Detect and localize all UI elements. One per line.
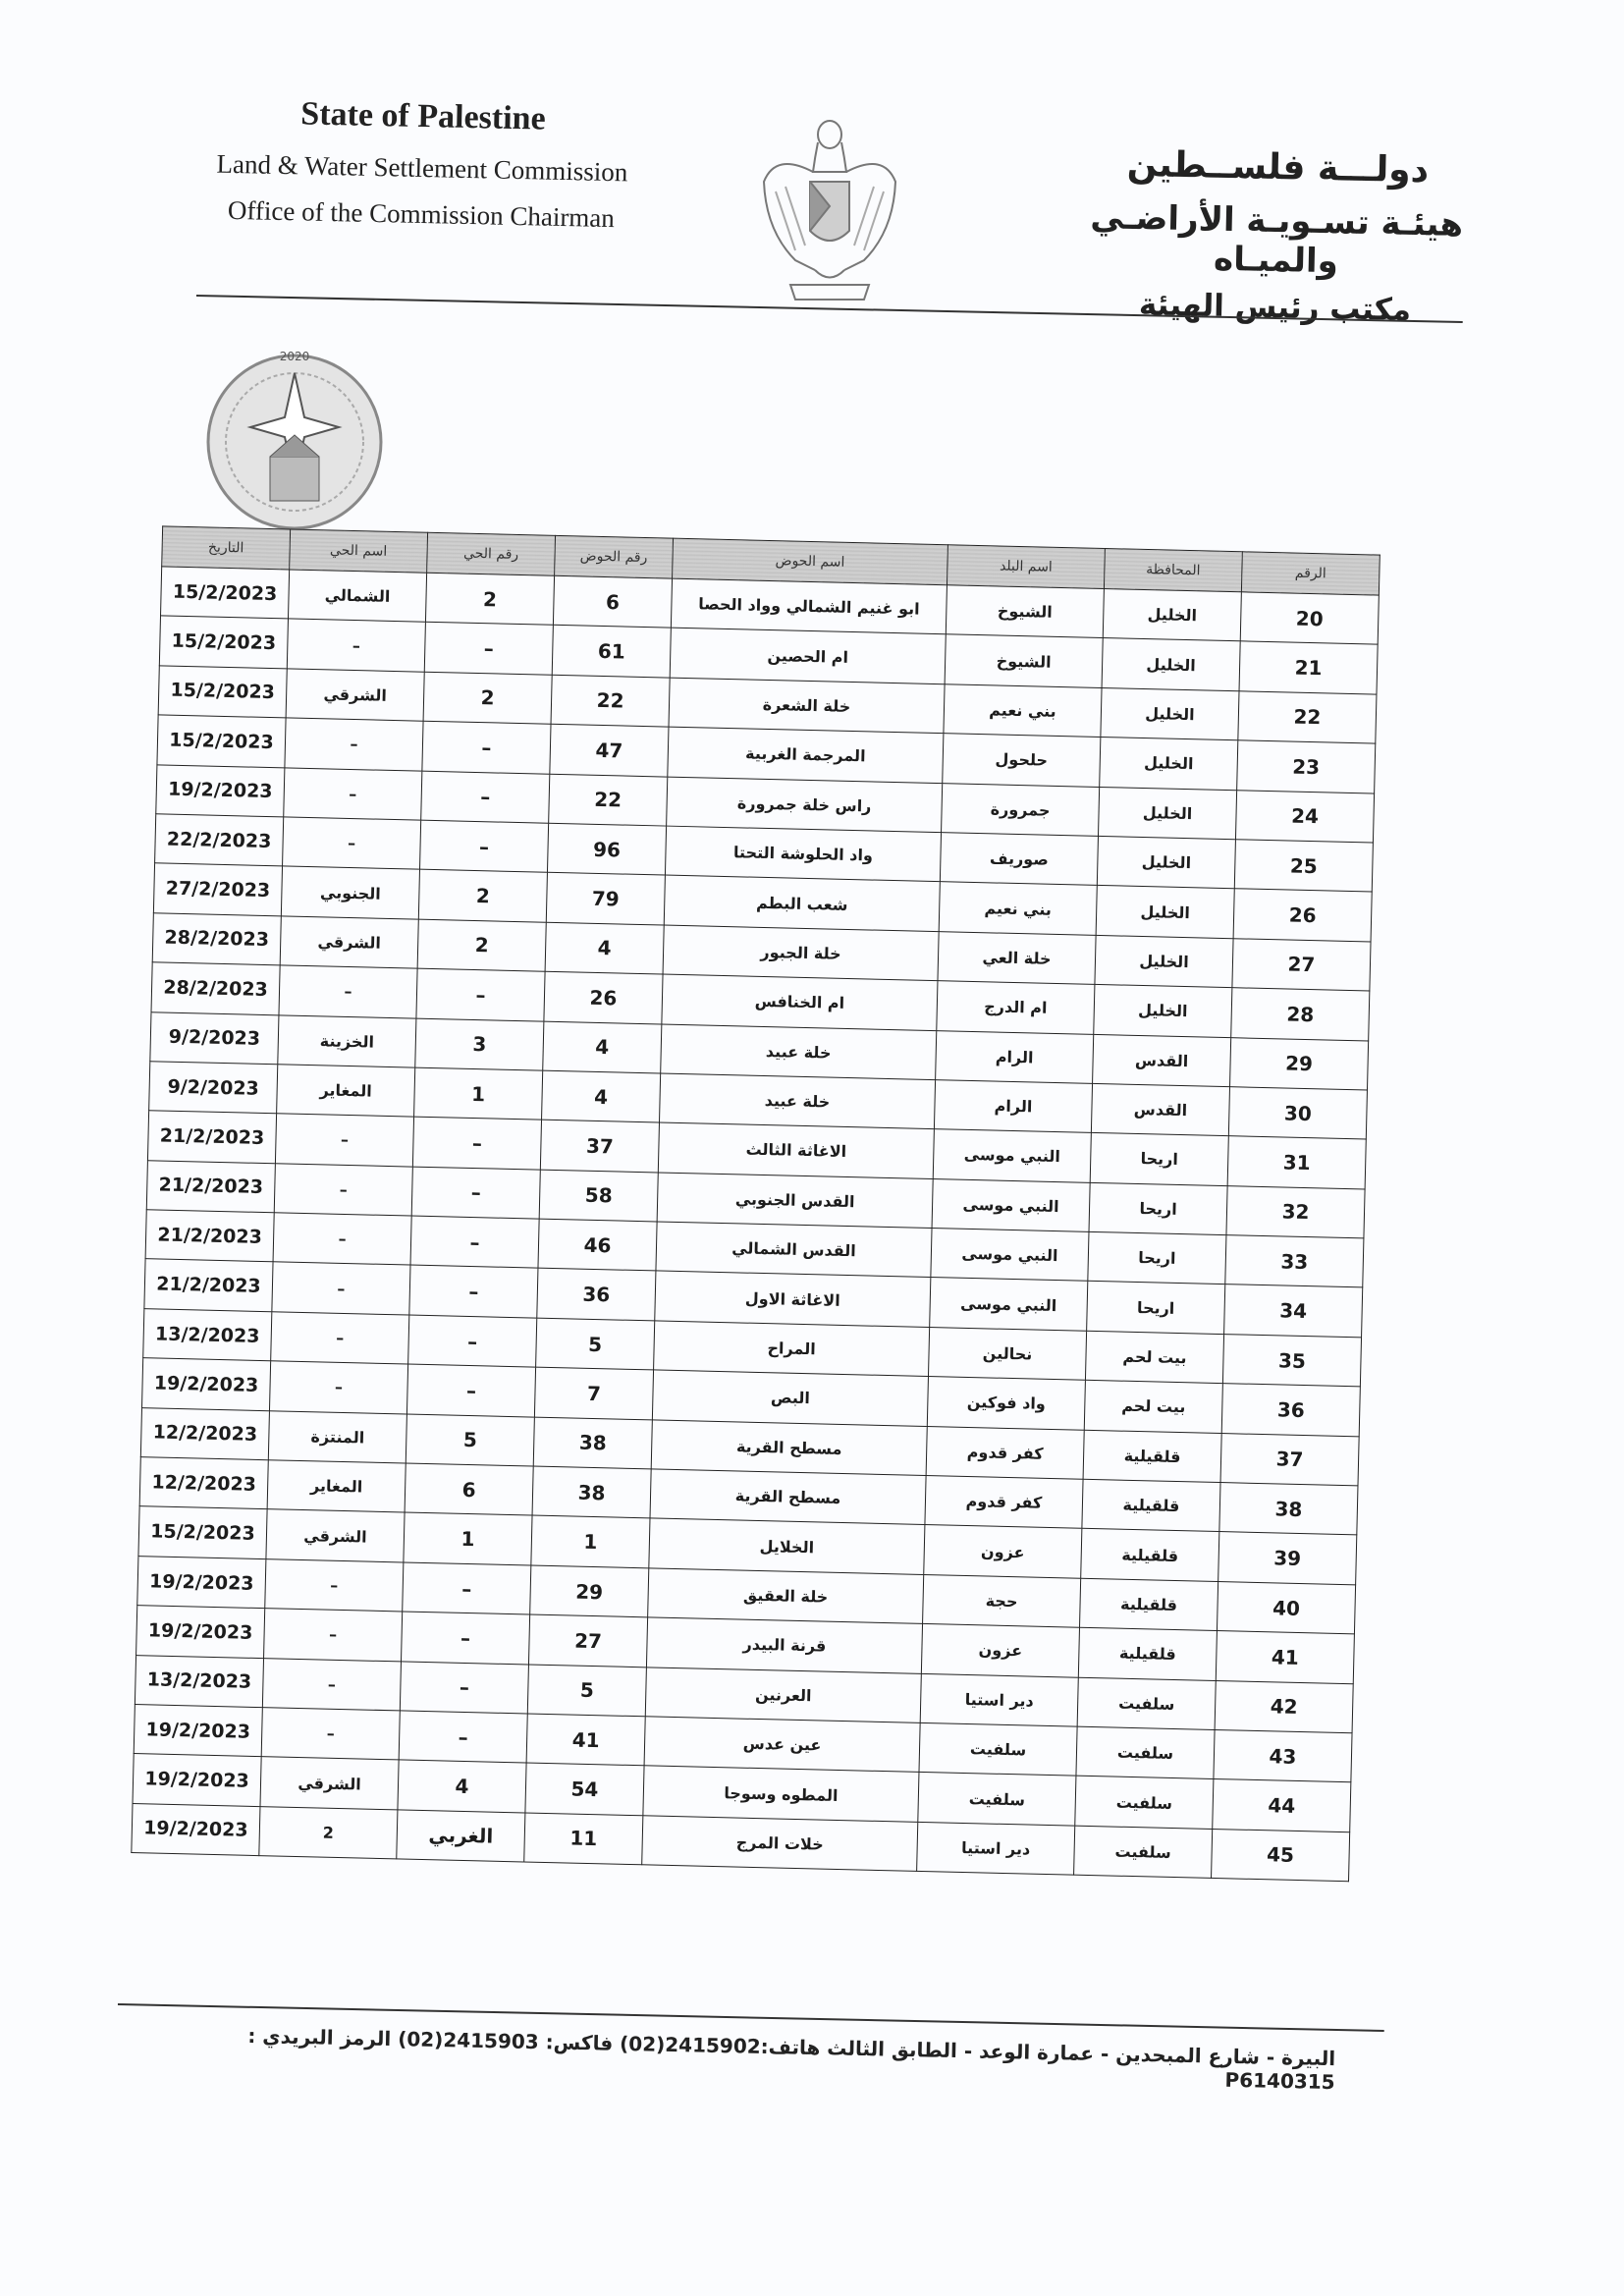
commission-title-ar: هيئـة تسـويـة الأراضـي والميـاه [1090, 197, 1464, 282]
english-letterhead [186, 93, 660, 235]
row-number-cell: 43 [1214, 1729, 1352, 1782]
hay-name-cell: الخزينة [278, 1014, 416, 1067]
hay-number-cell: – [403, 1562, 531, 1614]
col-header-hay-name: اسم الحي [290, 529, 428, 573]
hay-number-cell: – [399, 1711, 527, 1763]
hay-number-cell: 6 [405, 1463, 533, 1515]
basin-number-cell: 4 [543, 1021, 662, 1073]
date-cell: 9/2/2023 [149, 1062, 278, 1114]
date-cell: 12/2/2023 [139, 1457, 268, 1509]
basin-name-cell: المطوه وسوجا [643, 1766, 919, 1822]
governorate-cell: سلفيت [1076, 1726, 1215, 1779]
hay-number-cell: – [402, 1612, 530, 1664]
row-number-cell: 45 [1212, 1829, 1350, 1882]
basin-number-cell: 46 [538, 1219, 657, 1271]
commission-title-en: Land & Water Settlement Commission [216, 148, 628, 188]
town-name-cell: بني نعيم [939, 882, 1097, 935]
row-number-cell: 36 [1221, 1384, 1360, 1437]
basin-number-cell: 38 [533, 1417, 652, 1469]
date-cell: 19/2/2023 [134, 1705, 262, 1757]
town-name-cell: بني نعيم [944, 683, 1102, 737]
basin-name-cell: خلة الشعرة [669, 678, 945, 734]
basin-name-cell: خلة عبيد [659, 1073, 935, 1129]
hay-name-cell: – [284, 767, 422, 820]
hay-name-cell: – [271, 1312, 409, 1365]
town-name-cell: حلحول [943, 734, 1101, 787]
state-title-ar: دولـــة فلســطين [1126, 143, 1430, 191]
town-name-cell: الشيوخ [946, 585, 1104, 638]
row-number-cell: 27 [1232, 938, 1371, 991]
governorate-cell: الخليل [1094, 985, 1232, 1038]
town-name-cell: حجة [923, 1574, 1081, 1627]
basin-name-cell: راس خلة جمرورة [667, 777, 943, 833]
basin-name-cell: مسطح القرية [651, 1420, 927, 1476]
basin-name-cell: القدس الشمالي [656, 1222, 932, 1278]
hay-number-cell: 3 [415, 1018, 544, 1070]
town-name-cell: جمرورة [942, 783, 1100, 836]
hay-number-cell: 2 [425, 573, 554, 625]
date-cell: 21/2/2023 [144, 1259, 273, 1311]
hay-number-cell: 1 [414, 1067, 543, 1120]
hay-number-cell: – [416, 968, 545, 1020]
hay-number-cell: – [412, 1117, 541, 1169]
basin-name-cell: شعب البطم [664, 875, 940, 931]
governorate-cell: الخليل [1095, 935, 1233, 988]
governorate-cell: الخليل [1100, 738, 1238, 791]
basin-name-cell: الخلايل [649, 1518, 925, 1574]
row-number-cell: 40 [1217, 1581, 1355, 1634]
row-number-cell: 38 [1219, 1483, 1358, 1536]
date-cell: 19/2/2023 [136, 1606, 265, 1658]
date-cell: 19/2/2023 [132, 1803, 260, 1855]
hay-number-cell: 2 [423, 672, 552, 724]
stamp-year: 2020 [279, 350, 310, 363]
col-header-basin-no: رقم الحوض [555, 535, 674, 578]
hay-name-cell: المغاير [267, 1460, 406, 1513]
row-number-cell: 28 [1231, 988, 1370, 1041]
basin-number-cell: 22 [549, 774, 668, 826]
basin-number-cell: 79 [546, 873, 665, 925]
governorate-cell: بيت لحم [1085, 1331, 1223, 1384]
date-cell: 27/2/2023 [153, 863, 282, 915]
hay-name-cell: الجنوبي [281, 866, 419, 919]
hay-name-cell: – [272, 1262, 410, 1315]
hay-number-cell: – [411, 1167, 540, 1219]
town-name-cell: دير استيا [917, 1822, 1075, 1875]
basin-name-cell: الاغاثة الثالث [658, 1122, 934, 1178]
hay-name-cell: الشمالي [288, 570, 426, 623]
basin-name-cell: ام الحصين [670, 629, 946, 684]
row-number-cell: 25 [1234, 840, 1373, 893]
hay-name-cell: المغاير [277, 1065, 415, 1118]
basin-name-cell: القدس الجنوبي [657, 1173, 933, 1229]
town-name-cell: خلة العي [938, 931, 1096, 984]
governorate-cell: القدس [1093, 1034, 1231, 1087]
basin-name-cell: قرنة البيدر [646, 1617, 922, 1673]
arabic-letterhead [1068, 143, 1485, 330]
row-number-cell: 33 [1225, 1235, 1364, 1288]
date-cell: 22/2/2023 [155, 814, 284, 866]
governorate-cell: اريحا [1087, 1282, 1225, 1335]
basin-number-cell: 5 [527, 1665, 646, 1717]
basin-number-cell: 5 [536, 1318, 655, 1370]
town-name-cell: كفر قدوم [926, 1426, 1084, 1479]
basin-name-cell: خلة العقيق [648, 1568, 924, 1624]
governorate-cell: اريحا [1089, 1182, 1227, 1235]
row-number-cell: 31 [1227, 1136, 1366, 1189]
hay-number-cell: 2 [417, 919, 546, 971]
hay-name-cell: الشرقي [260, 1757, 399, 1810]
town-name-cell: صوريف [940, 833, 1098, 886]
row-number-cell: 26 [1233, 889, 1372, 942]
hay-name-cell: – [261, 1708, 400, 1761]
hay-number-cell: – [421, 771, 550, 823]
row-number-cell: 21 [1239, 641, 1378, 694]
col-header-town: اسم البلد [947, 545, 1105, 589]
palestine-eagle-emblem-icon [756, 113, 903, 309]
hay-name-cell: – [285, 718, 423, 771]
basin-number-cell: 38 [532, 1466, 651, 1518]
col-header-date: التاريخ [162, 526, 291, 570]
settlement-schedule-table [131, 525, 1380, 1882]
governorate-cell: الخليل [1096, 886, 1234, 939]
governorate-cell: الخليل [1098, 787, 1236, 840]
town-name-cell: ام الدرج [937, 981, 1095, 1034]
row-number-cell: 41 [1216, 1631, 1354, 1684]
governorate-cell: الخليل [1103, 589, 1241, 642]
governorate-cell: اريحا [1088, 1231, 1226, 1285]
date-cell: 15/2/2023 [138, 1506, 267, 1558]
governorate-cell: قلقيلية [1083, 1430, 1221, 1483]
governorate-cell: قلقيلية [1078, 1627, 1217, 1680]
date-cell: 15/2/2023 [158, 666, 287, 718]
basin-number-cell: 11 [524, 1813, 643, 1865]
row-number-cell: 39 [1218, 1532, 1357, 1585]
table-body [132, 567, 1380, 1882]
basin-number-cell: 37 [540, 1120, 659, 1172]
office-title-ar: مكتب رئيس الهيئة [1138, 287, 1412, 328]
basin-number-cell: 29 [530, 1565, 649, 1617]
hay-number-cell: – [406, 1364, 535, 1416]
basin-name-cell: واد الحلوشة التحتا [665, 826, 941, 882]
hay-number-cell: – [409, 1266, 538, 1318]
hay-name-cell: – [275, 1114, 413, 1167]
date-cell: 19/2/2023 [137, 1556, 266, 1608]
hay-number-cell: 5 [406, 1414, 534, 1466]
hay-name-cell: – [265, 1558, 404, 1612]
hay-name-cell: المنتزة [268, 1410, 406, 1463]
hay-name-cell: – [274, 1163, 412, 1216]
date-cell: 28/2/2023 [152, 913, 281, 965]
hay-name-cell: 2 [259, 1806, 398, 1859]
basin-number-cell: 4 [545, 922, 664, 974]
date-cell: 28/2/2023 [151, 962, 280, 1014]
governorate-cell: قلقيلية [1082, 1479, 1220, 1532]
basin-number-cell: 26 [544, 971, 663, 1023]
basin-number-cell: 58 [539, 1170, 658, 1222]
hay-name-cell: – [269, 1361, 407, 1414]
date-cell: 9/2/2023 [150, 1011, 279, 1064]
date-cell: 21/2/2023 [145, 1210, 274, 1262]
footer-address: البيرة - شارع المبحدين - عمارة الوعد - الطابق الثالث هاتف:2415902(02) فاكس: 2415903(02) الرمز البريدي : P6140315 [247, 2023, 1336, 2095]
row-number-cell: 34 [1224, 1285, 1363, 1338]
hay-number-cell: 1 [404, 1512, 532, 1564]
row-number-cell: 20 [1240, 592, 1379, 645]
row-number-cell: 23 [1237, 740, 1376, 793]
settlement-schedule-table-wrap [131, 525, 1380, 1882]
governorate-cell: قلقيلية [1081, 1529, 1219, 1582]
date-cell: 21/2/2023 [146, 1160, 275, 1212]
town-name-cell: واد فوكين [927, 1377, 1085, 1430]
hay-number-cell: 4 [398, 1760, 526, 1812]
date-cell: 21/2/2023 [147, 1111, 276, 1163]
row-number-cell: 32 [1226, 1185, 1365, 1238]
hay-name-cell: – [273, 1213, 411, 1266]
row-number-cell: 37 [1220, 1433, 1359, 1486]
basin-number-cell: 4 [542, 1070, 661, 1122]
row-number-cell: 35 [1222, 1334, 1361, 1387]
hay-number-cell: الغربي [397, 1810, 525, 1862]
governorate-cell: القدس [1091, 1083, 1229, 1136]
row-number-cell: 44 [1213, 1779, 1351, 1832]
date-cell: 15/2/2023 [161, 567, 290, 619]
col-header-hay-no: رقم الحي [427, 532, 556, 575]
office-title-en: Office of the Commission Chairman [227, 194, 616, 234]
basin-name-cell: ابو غنيم الشمالي وواد الحصا [671, 578, 947, 634]
town-name-cell: الرام [936, 1030, 1094, 1083]
row-number-cell: 24 [1235, 790, 1374, 843]
town-name-cell: الرام [934, 1080, 1092, 1133]
basin-name-cell: مسطح القرية [650, 1469, 926, 1525]
date-cell: 13/2/2023 [143, 1309, 272, 1361]
basin-name-cell: العرنين [645, 1667, 921, 1722]
hay-name-cell: – [262, 1658, 401, 1711]
hay-name-cell: الشرقي [266, 1509, 405, 1562]
town-name-cell: عزون [921, 1624, 1079, 1677]
basin-name-cell: خلة الجبور [663, 925, 939, 981]
hay-name-cell: – [283, 817, 421, 870]
hay-name-cell: – [287, 619, 425, 672]
town-name-cell: نحالين [928, 1327, 1086, 1380]
governorate-cell: الخليل [1101, 687, 1239, 740]
basin-name-cell: البص [652, 1370, 928, 1426]
hay-name-cell: – [279, 965, 417, 1018]
town-name-cell: النبي موسى [932, 1178, 1090, 1231]
town-name-cell: كفر قدوم [925, 1476, 1083, 1529]
hay-number-cell: – [422, 721, 551, 773]
basin-name-cell: المرجمة الغربية [668, 727, 944, 783]
col-header-no: الرقم [1241, 552, 1380, 595]
row-number-cell: 30 [1228, 1087, 1367, 1140]
hay-number-cell: – [408, 1315, 537, 1367]
governorate-cell: بيت لحم [1084, 1381, 1222, 1434]
governorate-cell: سلفيت [1075, 1777, 1214, 1830]
date-cell: 19/2/2023 [156, 764, 285, 816]
basin-number-cell: 36 [537, 1269, 656, 1321]
hay-number-cell: – [424, 623, 553, 675]
governorate-cell: سلفيت [1074, 1826, 1213, 1879]
date-cell: 15/2/2023 [157, 715, 286, 767]
basin-number-cell: 54 [525, 1763, 644, 1815]
date-cell: 19/2/2023 [133, 1754, 261, 1806]
hay-name-cell: الشرقي [280, 916, 418, 969]
col-header-governorate: المحافظة [1104, 549, 1242, 592]
town-name-cell: النبي موسى [931, 1229, 1089, 1282]
basin-number-cell: 96 [547, 823, 666, 875]
basin-number-cell: 22 [551, 675, 670, 727]
basin-name-cell: عين عدس [644, 1717, 920, 1773]
basin-number-cell: 6 [553, 575, 672, 628]
town-name-cell: الشيوخ [945, 634, 1103, 687]
governorate-cell: اريحا [1090, 1133, 1228, 1186]
basin-number-cell: 1 [531, 1515, 650, 1567]
hay-number-cell: – [419, 820, 548, 872]
basin-name-cell: خلات المرج [642, 1816, 918, 1872]
governorate-cell: الخليل [1097, 836, 1235, 889]
hay-number-cell: – [410, 1216, 539, 1268]
row-number-cell: 22 [1238, 691, 1377, 744]
town-name-cell: سلفيت [918, 1773, 1076, 1826]
basin-number-cell: 7 [534, 1367, 653, 1419]
hay-name-cell: – [264, 1609, 403, 1662]
date-cell: 13/2/2023 [135, 1655, 263, 1707]
basin-number-cell: 61 [552, 626, 671, 678]
town-name-cell: النبي موسى [930, 1278, 1088, 1331]
row-number-cell: 29 [1230, 1037, 1369, 1090]
town-name-cell: عزون [924, 1525, 1082, 1578]
basin-number-cell: 27 [528, 1614, 647, 1667]
governorate-cell: قلقيلية [1079, 1578, 1218, 1631]
hay-number-cell: 2 [418, 870, 547, 922]
hay-number-cell: – [400, 1662, 528, 1714]
col-header-basin-name: اسم الحوض [673, 538, 948, 585]
basin-number-cell: 41 [526, 1714, 645, 1766]
basin-name-cell: الاغاثة الاول [655, 1271, 931, 1327]
town-name-cell: النبي موسى [933, 1129, 1091, 1182]
basin-name-cell: المراح [654, 1321, 930, 1377]
date-cell: 12/2/2023 [140, 1407, 269, 1459]
commemorative-stamp-logo [191, 349, 388, 535]
basin-name-cell: خلة عبيد [661, 1024, 937, 1080]
date-cell: 19/2/2023 [142, 1358, 271, 1410]
basin-name-cell: ام الخنافس [662, 974, 938, 1030]
date-cell: 15/2/2023 [159, 616, 288, 668]
state-title-en: State of Palestine [300, 95, 547, 137]
basin-number-cell: 47 [550, 724, 669, 776]
town-name-cell: سلفيت [919, 1722, 1077, 1776]
governorate-cell: الخليل [1102, 638, 1240, 691]
row-number-cell: 42 [1215, 1680, 1353, 1733]
governorate-cell: سلفيت [1077, 1677, 1216, 1730]
town-name-cell: دير استيا [920, 1673, 1078, 1726]
hay-name-cell: الشرقي [286, 669, 424, 722]
